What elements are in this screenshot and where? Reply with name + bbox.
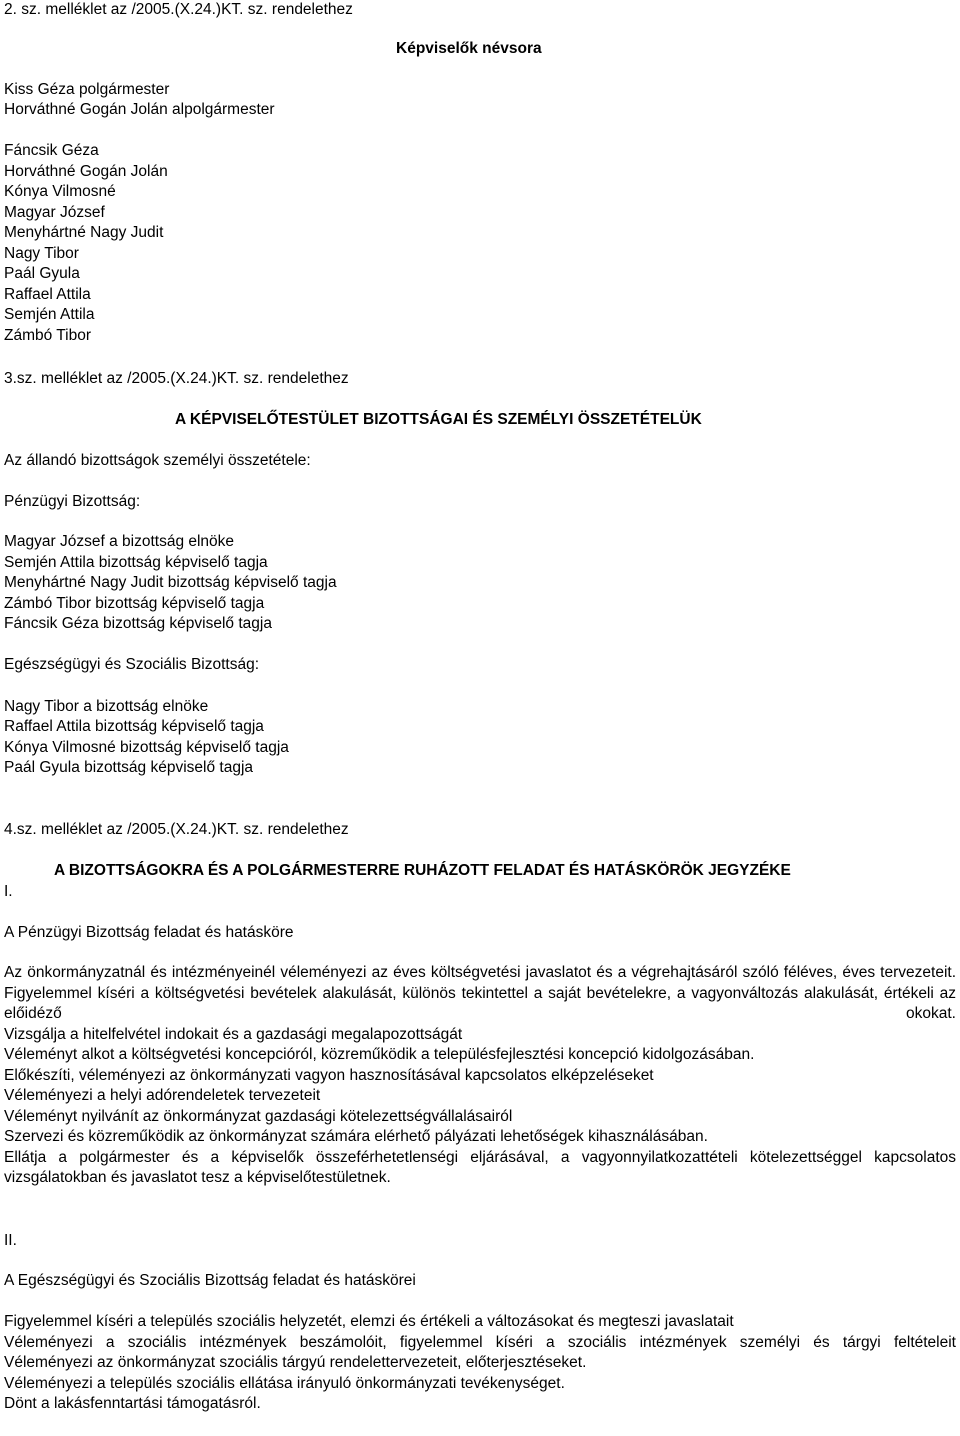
list-item: Véleményt alkot a költségvetési koncepcióról, közreműködik a településfejlesztési koncepció kidolgozásában. <box>4 1046 755 1063</box>
list-item: Szervezi és közreműködik az önkormányzat számára elérhető pályázati lehetőségek kihasználásában. <box>4 1128 708 1145</box>
list-item: Fáncsik Géza bizottság képviselő tagja <box>4 615 272 632</box>
annex3-intro: Az állandó bizottságok személyi összetétele: <box>4 452 311 469</box>
list-item: Véleményezi a település szociális ellátása irányuló önkormányzati tevékenységet. <box>4 1374 565 1392</box>
list-item: Dönt a lakásfenntartási támogatásról. <box>4 1395 261 1412</box>
list-item: Horváthné Gogán Jolán <box>4 163 168 180</box>
list-item: Vizsgálja a hitelfelvétel indokait és a gazdasági megalapozottságát <box>4 1025 463 1043</box>
section2-heading: A Egészségügyi és Szociális Bizottság feladat és hatáskörei <box>4 1272 416 1289</box>
list-item: Semjén Attila <box>4 306 95 323</box>
list-item: Zámbó Tibor bizottság képviselő tagja <box>4 595 265 612</box>
list-item: Horváthné Gogán Jolán alpolgármester <box>4 101 275 118</box>
list-item: Véleményt nyilvánít az önkormányzat gazdasági kötelezettségvállalásairól <box>4 1107 513 1125</box>
list-item: Magyar József a bizottság elnöke <box>4 533 235 550</box>
list-item: Nagy Tibor <box>4 245 79 262</box>
list-item: Magyar József <box>4 204 105 221</box>
list-item: Előkészíti, véleményezi az önkormányzati vagyon hasznosításával kapcsolatos elképzeléseket <box>4 1066 654 1084</box>
list-item: Figyelemmel kíséri a költségvetési bevételek alakulását, különös tekintettel a saját bevételekre, a vagyonváltozás alakulását, értékeli az előidéző okokat. <box>4 984 956 1022</box>
list-item: Nagy Tibor a bizottság elnöke <box>4 698 209 715</box>
section2-numeral: II. <box>4 1232 17 1249</box>
list-item: Raffael Attila bizottság képviselő tagja <box>4 718 264 735</box>
list-item: Véleményezi az önkormányzat szociális tárgyú rendelettervezeteit, előterjesztéseket. <box>4 1354 587 1371</box>
list-item: Véleményezi a helyi adórendeletek tervezeteit <box>4 1087 321 1104</box>
section1-items <box>4 963 956 1189</box>
list-item: Kónya Vilmosné <box>4 183 116 200</box>
list-item: Raffael Attila <box>4 286 91 303</box>
annex3-header: 3.sz. melléklet az /2005.(X.24.)KT. sz. rendelethez <box>4 370 349 387</box>
list-item: Véleményezi a szociális intézmények beszámolóit, figyelemmel kíséri a szociális intézmények személyi és tárgyi feltételeit <box>4 1333 956 1351</box>
annex2-header: 2. sz. melléklet az /2005.(X.24.)KT. sz. rendelethez <box>4 1 353 18</box>
list-item: Ellátja a polgármester és a képviselők összeférhetetlenségi eljárásával, a vagyonnyilatkozattételi kötelezettséggel kapcsolatos vizsgálatokban és javaslatot tesz a képviselőtestületnek. <box>4 1148 956 1186</box>
section1-numeral: I. <box>4 883 13 900</box>
section2-items <box>4 1312 956 1415</box>
list-item: Semjén Attila bizottság képviselő tagja <box>4 554 268 571</box>
annex4-title: A BIZOTTSÁGOKRA ÉS A POLGÁRMESTERRE RUHÁZOTT FELADAT ÉS HATÁSKÖRÖK JEGYZÉKE <box>54 862 791 879</box>
committee2-name: Egészségügyi és Szociális Bizottság: <box>4 656 260 673</box>
list-item: Figyelemmel kíséri a település szociális helyzetét, elemzi és értékeli a változásokat és megteszi javaslatait <box>4 1313 734 1330</box>
list-item: Paál Gyula bizottság képviselő tagja <box>4 759 254 776</box>
committee1-name: Pénzügyi Bizottság: <box>4 493 141 510</box>
list-item: Paál Gyula <box>4 265 80 282</box>
list-item: Kónya Vilmosné bizottság képviselő tagja <box>4 739 289 756</box>
section1-heading: A Pénzügyi Bizottság feladat és hatásköre <box>4 924 294 941</box>
list-item: Fáncsik Géza <box>4 142 99 159</box>
list-item: Menyhártné Nagy Judit bizottság képviselő tagja <box>4 574 337 591</box>
annex4-header: 4.sz. melléklet az /2005.(X.24.)KT. sz. rendelethez <box>4 821 349 838</box>
list-item: Kiss Géza polgármester <box>4 81 170 98</box>
list-item: Zámbó Tibor <box>4 327 92 344</box>
list-item: Menyhártné Nagy Judit <box>4 224 164 241</box>
annex2-title: Képviselők névsora <box>396 40 542 57</box>
list-item: Az önkormányzatnál és intézményeinél véleményezi az éves költségvetési javaslatot és a végrehajtásáról szóló féléves, éves tervezeteit. <box>4 964 956 981</box>
annex3-title: A KÉPVISELŐTESTÜLET BIZOTTSÁGAI ÉS SZEMÉLYI ÖSSZETÉTELÜK <box>175 411 702 428</box>
